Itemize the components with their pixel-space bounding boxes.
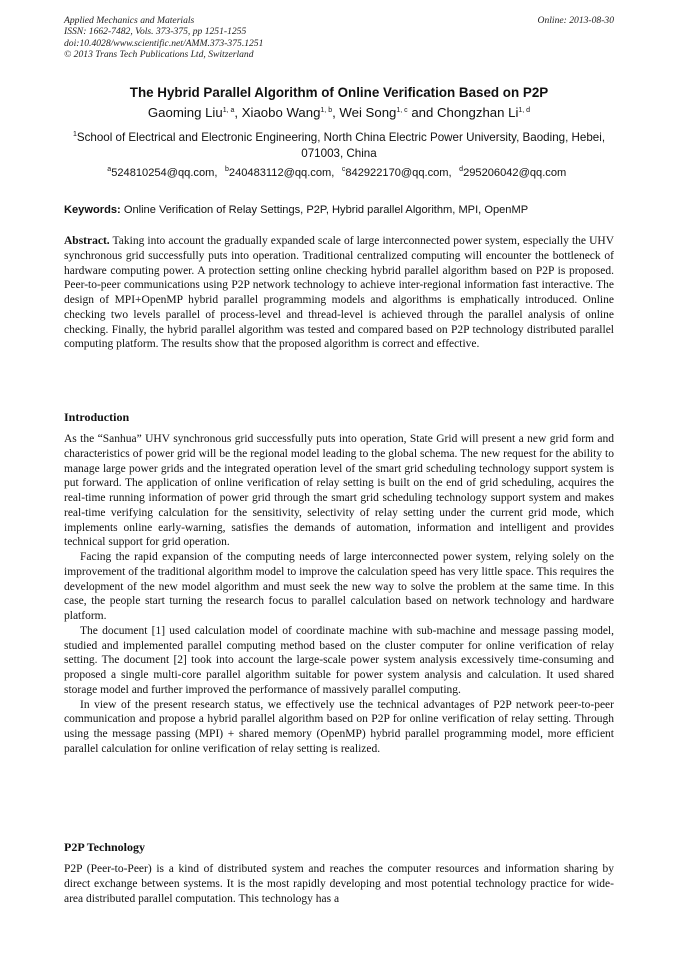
email-list xyxy=(40,166,638,180)
abstract xyxy=(64,234,614,352)
author: Chongzhan Li$^{1, d}$ xyxy=(437,105,531,120)
p2p-body xyxy=(64,862,614,906)
journal-header xyxy=(64,15,614,60)
email-link[interactable]: $^b$240483112@qq.com, xyxy=(225,166,335,179)
online-date: Online: 2013-08-30 xyxy=(537,15,614,26)
keywords xyxy=(64,203,620,217)
doi-link[interactable]: doi:10.4028/www.scientific.net/AMM.373-375.1251 xyxy=(64,37,264,49)
keywords-label: Keywords: xyxy=(64,204,121,216)
paragraph: As the “Sanhua” UHV synchronous grid successfully puts into operation, State Grid will present a new grid form and characteristics of power grid will be the regional model leading to the global schema. The new request for the ability to manage large power grids and the integrated operation level of the smart grid scheduling technology support system is put forward. The application of online verification of relay setting is built on the end of grid scheduling, acquires the real-time running information of power grid through the smart grid scheduling technology support system and makes real-time verifying calculation for the sensitivity, selectivity of relay setting under the current grid mode, which implements online early-warning, satisfies the demands of automation, information and intelligent and provides technical support for grid operation. xyxy=(64,433,614,549)
email-link[interactable]: $^a$524810254@qq.com, xyxy=(107,166,218,179)
paragraph: In view of the present research status, we effectively use the technical advantages of P2P network peer-to-peer communication and propose a hybrid parallel algorithm based on P2P for online verification of relay setting. Through using the message passing (MPI) + shared memory (OpenMP) hybrid parallel programming model, more efficient parallel calculation for online verification of relay setting is realized. xyxy=(64,698,614,755)
paragraph: P2P (Peer-to-Peer) is a kind of distributed system and reaches the computer resources and information sharing by direct exchange between systems. It is the most rapidly developing and most potential technology practice for wide-area distributed parallel computation. This technology has a xyxy=(64,863,614,905)
author: Xiaobo Wang$^{1, b}$, xyxy=(241,105,340,120)
keywords-text: Online Verification of Relay Settings, P2P, Hybrid parallel Algorithm, MPI, OpenMP xyxy=(123,204,529,216)
email-link[interactable]: $^d$295206042@qq.com xyxy=(459,166,567,179)
affiliation-text: School of Electrical and Electronic Engineering, North China Electric Power University, Baoding, Hebei, 071003, China xyxy=(76,131,606,160)
affiliation-marker: 1 xyxy=(72,131,77,138)
paragraph: The document [1] used calculation model of coordinate machine with sub-machine and message passing model, studied and implemented parallel computing method based on the cluster computer for online verification of relay setting. The document [2] took into account the large-scale power system analysis excessively time-consuming and proposed a single multi-core parallel algorithm suitable for power system analysis and calculation. It used shared storage model and further improved the performance of massively parallel computing. xyxy=(64,624,614,696)
paper-title: The Hybrid Parallel Algorithm of Online Verification Based on P2P xyxy=(129,85,549,100)
email-link[interactable]: $^c$842922170@qq.com, xyxy=(341,166,452,179)
author: Gaoming Liu$^{1, a}$, xyxy=(147,105,242,120)
author: Wei Song$^{1, c}$ and xyxy=(339,105,437,120)
introduction-body xyxy=(64,432,614,757)
issn-line: ISSN: 1662-7482, Vols. 373-375, pp 1251-1255 xyxy=(64,26,247,38)
section-heading-introduction: Introduction xyxy=(64,410,130,424)
section-heading-p2p: P2P Technology xyxy=(64,840,146,854)
abstract-text: Taking into account the gradually expanded scale of large interconnected power system, especially the UHV synchronous grid successfully puts into operation. Traditional centralized computing will encounter the bottleneck of hardware computing power. A protection setting online checking hybrid parallel algorithm based on P2P is proposed. Peer-to-peer communications using P2P network technology to achieve inter-regional information fast interactive. The design of MPI+OpenMP hybrid parallel programming models and algorithms is emphatically introduced. Online checking two levels parallel of process-level and thread-level is achieved through the parallel analysis of online checking. Finally, the hybrid parallel algorithm was tested and compared based on P2P technology distributed parallel computing platform. The results show that the proposed algorithm is correct and effective. xyxy=(64,235,615,351)
author-list xyxy=(40,104,638,121)
abstract-label: Abstract. xyxy=(64,235,110,247)
copyright-line: © 2013 Trans Tech Publications Ltd, Switzerland xyxy=(64,48,254,60)
journal-name: Applied Mechanics and Materials xyxy=(64,15,195,26)
affiliation xyxy=(60,130,618,161)
paragraph: Facing the rapid expansion of the computing needs of large interconnected power system, relying solely on the improvement of the traditional algorithm model to improve the calculation speed has very little space. This requires the development of the new model algorithm and must seek the new way to solve the problem at the same time. In this case, the people start turning the research focus to parallel calculation based on network technology and hardware platform. xyxy=(64,551,614,622)
